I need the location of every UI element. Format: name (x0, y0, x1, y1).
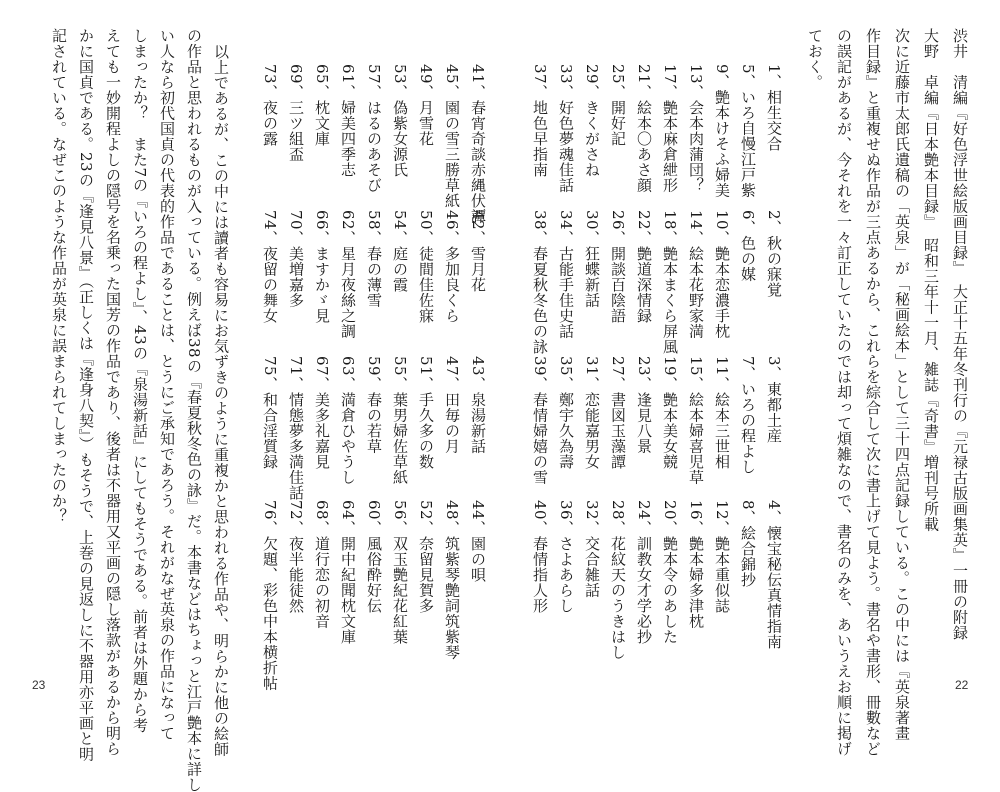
list-item: 2、秋の寐覚 (765, 210, 783, 298)
body-line: かに国貞である。23の『逢見八景』（正しくは『逢身八契』）もそうで、上巻の見返しに不器用亦平画と明 (77, 28, 95, 762)
list-item: 49、月雪花 (417, 64, 435, 147)
list-item: 31、恋能嘉男女 (583, 356, 601, 470)
list-item: 62、星月夜絲之調 (339, 210, 357, 339)
page-number: 22 (955, 678, 969, 692)
body-line: 記されている。なぜこのような作品が英泉に誤まられてしまったのか？ (50, 28, 68, 524)
list-item: 76、欠題、彩色中本横折帖 (261, 500, 279, 691)
list-item: 7、いろの程よし (739, 356, 757, 475)
list-item: 48、筑紫琴艶詞筑紫琴 (443, 500, 461, 660)
list-item: 53、偽紫女源氏 (391, 64, 409, 178)
list-item: 60、風俗酔好伝 (365, 500, 383, 614)
body-line: しまったか？ また7の『いろの程よし』、43の『泉湯新話』にしてもそうである。前者は外題から考 (131, 28, 149, 733)
list-item: 63、満倉ひやうし (339, 356, 357, 485)
list-item: 52、奈留見賀多 (417, 500, 435, 614)
list-item: 3、東都土産 (765, 356, 783, 444)
list-item: 27、書図玉藻譚 (609, 356, 627, 470)
list-item: 28、花紋天のうきはし (609, 500, 627, 660)
list-item: 32、交合雑話 (583, 500, 601, 598)
list-item: 72、夜半能徒然 (287, 500, 305, 614)
list-item: 23、逢見八景 (635, 356, 653, 454)
list-item: 5、いろ自慢江戸紫 (739, 64, 757, 199)
body-line: えても一妙開程よしの隠号を名乗った国芳の作品であり、後者は不器用又平画の隠し落款があるから明ら (104, 28, 122, 757)
body-line: い人なら初代国貞の代表的作品であることは、とうにご承知であろう。それがなぜ英泉の作品になって (158, 28, 176, 741)
list-item: 35、鄭宇久為壽 (557, 356, 575, 470)
list-item: 26、開談百陰語 (609, 210, 627, 324)
list-item: 18、艶本まくら屏風 (661, 210, 679, 355)
list-item: 57、はるのあそび (365, 64, 383, 193)
list-item: 71、情態夢多満佳話 (287, 356, 305, 501)
body-line: 次に近藤市太郎氏遺稿の「英泉」が「秘画絵本」として三十四点記録している。この中には『英泉著畫 (893, 28, 911, 741)
list-item: 17、艶本麻倉紲形 (661, 64, 679, 193)
list-item: 15、絵本婦喜児草 (687, 356, 705, 485)
list-item: 39、春情婦嬉の雪 (531, 356, 549, 485)
list-item: 16、艶本婦多津枕 (687, 500, 705, 629)
header-line: 渋井 清編『好色浮世絵版画目録』 大正十五年冬刊行の『元禄古版画集英』一冊の附録 (951, 28, 969, 641)
list-item: 9、艶本けそふ婦美 (713, 64, 731, 199)
list-item: 74、夜留の舞女 (261, 210, 279, 324)
list-item: 6、色の媒 (739, 210, 757, 283)
list-item: 29、きくがさね (583, 64, 601, 178)
list-item: 73、夜の露 (261, 64, 279, 147)
list-item: 75、和合淫質録 (261, 356, 279, 470)
list-item: 69、三ツ組盃 (287, 64, 305, 162)
list-item: 37、地色早指南 (531, 64, 549, 178)
list-item: 50、徒間佳佐寐 (417, 210, 435, 324)
list-item: 70、美増嘉多 (287, 210, 305, 308)
list-item: 46、多加良くら (443, 210, 461, 324)
body-line: ておく。 (806, 28, 824, 90)
header-line: 大野 卓編『日本艶本目録』 昭和三年十一月、雑誌『奇書』増刊号所載 (922, 28, 940, 532)
list-item: 13、会本肉蒲団？ (687, 64, 705, 193)
list-item: 44、園の唄 (469, 500, 487, 583)
list-item: 67、美多礼嘉見 (313, 356, 331, 470)
list-item: 36、さよあらし (557, 500, 575, 614)
list-item: 4、懐宝秘伝真情指南 (765, 500, 783, 650)
list-item: 58、春の薄雪 (365, 210, 383, 308)
list-item: 45、園の雪三勝草紙 (443, 64, 461, 209)
list-item: 66、ますかゞ見 (313, 210, 331, 324)
list-item: 20、艶本令のあした (661, 500, 679, 645)
list-item: 41、春宵奇談赤縄伏譚 (469, 64, 487, 224)
list-item: 14、絵本花野家満 (687, 210, 705, 339)
list-item: 10、艶本恋濃手枕 (713, 210, 731, 339)
list-item: 8、絵合錦抄 (739, 500, 757, 588)
list-item: 43、泉湯新話 (469, 356, 487, 454)
list-item: 56、双玉艶紀花紅葉 (391, 500, 409, 645)
list-item: 11、絵本三世相 (713, 356, 731, 470)
list-item: 68、道行恋の初音 (313, 500, 331, 629)
page-number: 23 (32, 678, 46, 692)
list-item: 40、春情指人形 (531, 500, 549, 614)
list-item: 34、古能手佳史話 (557, 210, 575, 339)
list-item: 65、枕文庫 (313, 64, 331, 147)
list-item: 12、艶本重似誌 (713, 500, 731, 614)
body-line: の作品と思われるものが入っている。例えば38の『春夏秋冬色の詠』だ。本書などはちょっと江戸艶本に詳し (185, 28, 203, 792)
body-line: 作目録』と重複せぬ作品が三点あるから、これらを綜合して次に書上げて見よう。書名や書形、冊數など (864, 28, 882, 757)
list-item: 19、艶本美女競 (661, 356, 679, 470)
list-item: 1、相生交合 (765, 64, 783, 152)
list-item: 55、葉男婦佐草紙 (391, 356, 409, 485)
body-line: の誤記があるが、今それを一々訂正していたのでは却って煩雑なので、書名のみを、あいうえお順に掲げ (835, 28, 853, 757)
right-page (500, 0, 1000, 757)
list-item: 47、田毎の月 (443, 356, 461, 454)
list-item: 59、春の若草 (365, 356, 383, 454)
body-line: 以上であるが、この中には讀者も容易にお気ずきのように重複かと思われる作品や、明らかに他の絵師 (212, 44, 230, 757)
list-item: 51、手久多の数 (417, 356, 435, 470)
list-item: 30、狂蝶新話 (583, 210, 601, 308)
list-item: 54、庭の霞 (391, 210, 409, 293)
list-item: 21、絵本〇あさ顔 (635, 64, 653, 193)
list-item: 24、訓教女才学必抄 (635, 500, 653, 645)
list-item: 33、好色夢魂佳話 (557, 64, 575, 193)
list-item: 38、春夏秋冬色の詠 (531, 210, 549, 355)
list-item: 61、婦美四季志 (339, 64, 357, 178)
list-item: 64、開中紀聞枕文庫 (339, 500, 357, 645)
list-item: 22、艶道深情録 (635, 210, 653, 324)
list-item: 25、開好記 (609, 64, 627, 147)
list-item: 42、雪月花 (469, 210, 487, 293)
